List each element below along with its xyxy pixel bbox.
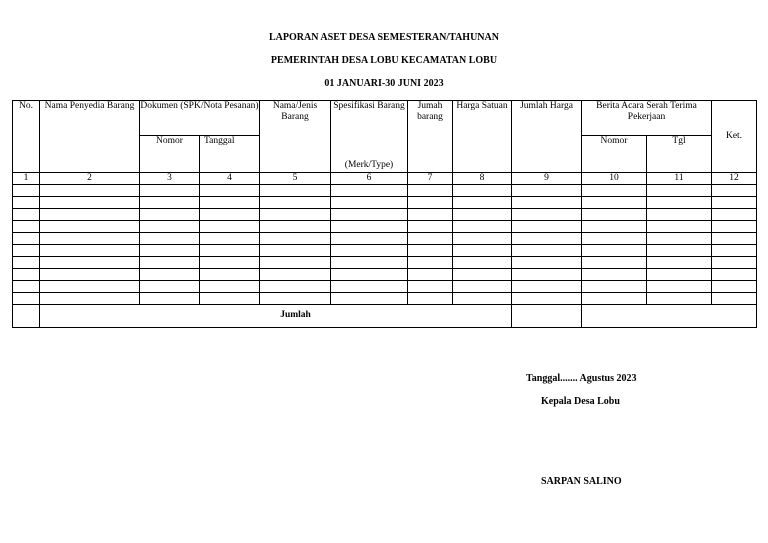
table-cell xyxy=(200,208,260,220)
table-cell xyxy=(331,292,408,304)
table-cell xyxy=(140,268,200,280)
table-cell xyxy=(13,244,40,256)
table-cell xyxy=(140,184,200,196)
col-header-handover-number: Nomor xyxy=(582,136,647,173)
table-cell xyxy=(647,256,712,268)
table-cell xyxy=(331,220,408,232)
table-cell xyxy=(647,208,712,220)
table-cell xyxy=(260,208,331,220)
col-header-doc-date: Tanggal xyxy=(200,136,260,173)
table-cell xyxy=(582,244,647,256)
total-row xyxy=(13,304,757,327)
table-cell xyxy=(712,184,757,196)
table-cell xyxy=(200,220,260,232)
table-cell xyxy=(260,280,331,292)
table-cell xyxy=(200,184,260,196)
table-cell xyxy=(453,244,512,256)
table-row xyxy=(13,292,757,304)
table-row xyxy=(13,196,757,208)
table-cell xyxy=(408,220,453,232)
table-cell xyxy=(453,220,512,232)
table-cell xyxy=(647,196,712,208)
table-cell xyxy=(582,196,647,208)
table-cell xyxy=(408,280,453,292)
table-cell xyxy=(712,292,757,304)
table-cell xyxy=(647,268,712,280)
table-row xyxy=(13,208,757,220)
table-cell xyxy=(453,196,512,208)
column-number: 10 xyxy=(582,172,647,184)
col-header-document: Dokumen (SPK/Nota Pesanan) xyxy=(140,101,260,136)
table-cell xyxy=(712,196,757,208)
table-cell xyxy=(40,280,140,292)
table-cell xyxy=(13,280,40,292)
column-number-row xyxy=(13,172,757,184)
table-row xyxy=(13,256,757,268)
report-title: LAPORAN ASET DESA SEMESTERAN/TAHUNAN xyxy=(269,32,499,43)
table-cell xyxy=(260,292,331,304)
table-row xyxy=(13,220,757,232)
table-cell xyxy=(453,292,512,304)
header-row-top xyxy=(13,101,757,136)
table-cell xyxy=(40,232,140,244)
table-cell xyxy=(712,208,757,220)
table-row xyxy=(13,232,757,244)
table-cell xyxy=(647,280,712,292)
col-header-handover-date: Tgl xyxy=(647,136,712,173)
table-cell xyxy=(512,184,582,196)
total-row-blank xyxy=(13,304,40,327)
col-header-spec-note: (Merk/Type) xyxy=(331,136,408,173)
table-cell xyxy=(582,256,647,268)
table-cell xyxy=(331,256,408,268)
column-number: 3 xyxy=(140,172,200,184)
table-cell xyxy=(260,232,331,244)
column-number: 7 xyxy=(408,172,453,184)
table-cell xyxy=(453,184,512,196)
table-cell xyxy=(712,280,757,292)
table-cell xyxy=(13,220,40,232)
table-cell xyxy=(200,280,260,292)
table-cell xyxy=(200,256,260,268)
table-cell xyxy=(331,208,408,220)
table-cell xyxy=(13,184,40,196)
table-cell xyxy=(647,292,712,304)
table-cell xyxy=(40,244,140,256)
table-cell xyxy=(582,280,647,292)
table-cell xyxy=(13,292,40,304)
table-cell xyxy=(260,196,331,208)
table-cell xyxy=(140,208,200,220)
table-cell xyxy=(13,256,40,268)
table-cell xyxy=(408,268,453,280)
table-cell xyxy=(512,232,582,244)
table-cell xyxy=(140,196,200,208)
column-number: 1 xyxy=(13,172,40,184)
column-number: 11 xyxy=(647,172,712,184)
table-cell xyxy=(453,232,512,244)
table-cell xyxy=(712,220,757,232)
table-cell xyxy=(512,292,582,304)
table-cell xyxy=(140,232,200,244)
table-cell xyxy=(260,220,331,232)
table-cell xyxy=(331,244,408,256)
table-cell xyxy=(331,184,408,196)
column-number: 4 xyxy=(200,172,260,184)
table-cell xyxy=(260,256,331,268)
table-cell xyxy=(512,256,582,268)
table-cell xyxy=(408,232,453,244)
table-cell xyxy=(331,232,408,244)
table-cell xyxy=(140,244,200,256)
col-header-quantity: Jumah barang xyxy=(408,101,453,173)
table-cell xyxy=(140,280,200,292)
table-cell xyxy=(200,232,260,244)
table-cell xyxy=(512,220,582,232)
signature-name: SARPAN SALINO xyxy=(541,476,622,487)
table-cell xyxy=(13,196,40,208)
table-cell xyxy=(582,268,647,280)
table-row xyxy=(13,184,757,196)
table-cell xyxy=(647,232,712,244)
table-cell xyxy=(582,232,647,244)
table-row xyxy=(13,244,757,256)
table-cell xyxy=(140,292,200,304)
report-period: 01 JANUARI-30 JUNI 2023 xyxy=(324,78,444,89)
table-cell xyxy=(200,268,260,280)
report-subtitle: PEMERINTAH DESA LOBU KECAMATAN LOBU xyxy=(270,55,498,66)
table-cell xyxy=(647,220,712,232)
table-cell xyxy=(331,196,408,208)
table-cell xyxy=(453,208,512,220)
table-cell xyxy=(512,208,582,220)
column-number: 9 xyxy=(512,172,582,184)
table-cell xyxy=(40,208,140,220)
col-header-total-price: Jumlah Harga xyxy=(512,101,582,173)
table-cell xyxy=(582,292,647,304)
signature-role: Kepala Desa Lobu xyxy=(541,396,620,407)
table-cell xyxy=(582,208,647,220)
total-label: Jumlah xyxy=(40,304,512,327)
table-cell xyxy=(260,244,331,256)
table-cell xyxy=(40,196,140,208)
table-cell xyxy=(40,184,140,196)
column-number: 12 xyxy=(712,172,757,184)
table-cell xyxy=(453,268,512,280)
col-header-doc-number: Nomor xyxy=(140,136,200,173)
table-cell xyxy=(712,232,757,244)
column-number: 6 xyxy=(331,172,408,184)
table-cell xyxy=(200,292,260,304)
table-cell xyxy=(712,256,757,268)
table-cell xyxy=(512,244,582,256)
column-number: 5 xyxy=(260,172,331,184)
table-cell xyxy=(453,256,512,268)
table-cell xyxy=(200,196,260,208)
col-header-specification: Spesifikasi Barang xyxy=(331,101,408,136)
col-header-unit-price: Harga Satuan xyxy=(453,101,512,173)
table-cell xyxy=(40,292,140,304)
col-header-item-name: Nama/Jenis Barang xyxy=(260,101,331,173)
table-cell xyxy=(408,292,453,304)
col-header-notes: Ket. xyxy=(712,101,757,173)
asset-report-table xyxy=(12,100,757,328)
table-row xyxy=(13,280,757,292)
table-cell xyxy=(40,268,140,280)
column-number: 2 xyxy=(40,172,140,184)
table-cell xyxy=(512,268,582,280)
table-cell xyxy=(582,220,647,232)
table-cell xyxy=(408,184,453,196)
table-cell xyxy=(260,268,331,280)
table-cell xyxy=(712,268,757,280)
column-number: 8 xyxy=(453,172,512,184)
total-amount-cell xyxy=(512,304,582,327)
total-handover-cell xyxy=(582,304,757,327)
table-cell xyxy=(647,184,712,196)
table-cell xyxy=(140,256,200,268)
table-cell xyxy=(200,244,260,256)
table-cell xyxy=(408,256,453,268)
col-header-handover: Berita Acara Serah Terima Pekerjaan xyxy=(582,101,712,136)
table-cell xyxy=(13,232,40,244)
table-cell xyxy=(408,196,453,208)
table-cell xyxy=(331,268,408,280)
table-cell xyxy=(260,184,331,196)
col-header-no: No. xyxy=(13,101,40,173)
table-cell xyxy=(13,268,40,280)
table-cell xyxy=(13,208,40,220)
table-cell xyxy=(331,280,408,292)
table-cell xyxy=(453,280,512,292)
table-cell xyxy=(647,244,712,256)
table-cell xyxy=(408,208,453,220)
table-cell xyxy=(40,256,140,268)
table-cell xyxy=(582,184,647,196)
table-cell xyxy=(140,220,200,232)
table-cell xyxy=(40,220,140,232)
table-cell xyxy=(512,280,582,292)
signature-date: Tanggal....... Agustus 2023 xyxy=(526,373,637,384)
table-cell xyxy=(712,244,757,256)
col-header-provider: Nama Penyedia Barang xyxy=(40,101,140,173)
table-row xyxy=(13,268,757,280)
table-cell xyxy=(512,196,582,208)
table-cell xyxy=(408,244,453,256)
